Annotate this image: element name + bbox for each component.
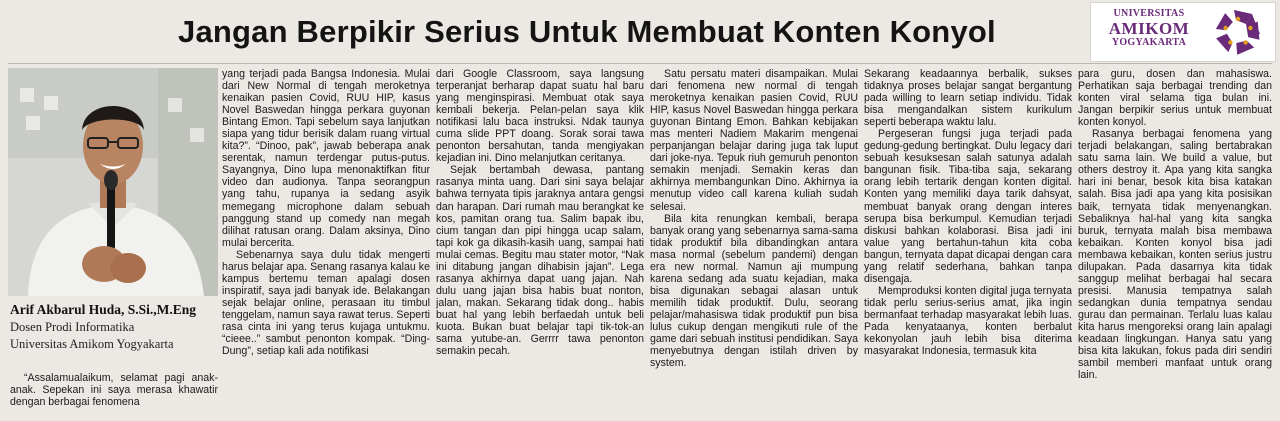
author-institution: Universitas Amikom Yogyakarta: [10, 337, 174, 351]
author-role: Dosen Prodi Informatika: [10, 320, 135, 334]
paragraph: yang terjadi pada Bangsa Indonesia. Mulai dari New Normal di tengah meroketnya kenaikan pasien Covid, RUU HIP, kasus Novel Baswedan hingga perkara guyonan Bintang Emon. Tapi sebelum saya lanjutkan siapa yang tidur berisik dalam ruang virtual kita?”. “Dinoo, pak”, jawab beberapa anak serentak, namun terdengar putus-putus. Sayangnya, Dino lupa menonaktifkan fitur video dan audionya. Tanpa seorangpun yang tahu, rupanya ia sedang asyik memegang microphone dalam sebuah panggung stand up comedy nan megah dilihat ratusan orang. Dalam aksinya, Dino mulai bercerita.: [222, 68, 430, 249]
paragraph: Sekarang keadaannya berbalik, sukses tidaknya proses belajar sangat bergantung pada willing to learn setiap individu. Tidak bisa mengandalkan sistem kurikulum seperti beberapa waktu lalu.: [864, 68, 1072, 129]
author-name: Arif Akbarul Huda, S.Si.,M.Eng: [10, 302, 197, 317]
article-column-0: [10, 372, 218, 418]
paragraph: para guru, dosen dan mahasiswa. Perhatikan saja berbagai trending dan konten viral selama tiga bulan ini. Jangan berpikir serius untuk membuat konten konyol.: [1078, 68, 1272, 129]
paragraph: Pergeseran fungsi juga terjadi pada gedung-gedung bertingkat. Dulu legacy dari sebuah kesuksesan salah satunya adalah bangunan fisik. Tiba-tiba saja, sekarang orang lebih tertarik dengan konten digital. Konten yang memiliki daya tarik dahsyat, membuat banyak orang dengan interes serupa bisa berkumpul. Kemudian terjadi diskusi bahkan kolaborasi. Bisa jadi ini value yang bertahun-tahun kita coba bangun, ternyata dapat dicapai dengan cara yang relatif sederhana, bahkan tanpa disengaja.: [864, 128, 1072, 285]
article-column-3: [650, 68, 858, 418]
paragraph: “Assalamualaikum, selamat pagi anak-anak. Sepekan ini saya merasa khawatir dengan berbagai fenomena: [10, 372, 218, 409]
paragraph: Memproduksi konten digital juga ternyata tidak perlu serius-serius amat, jika ingin bermanfaat terhadap masyarakat lebih luas. Pada kenyataanya, konten berbalut kekonyolan jauh lebih bisa diterima masyarakat Indonesia, termasuk kita: [864, 284, 1072, 358]
paragraph: Satu persatu materi disampaikan. Mulai dari fenomena new normal di tengah meroketnya kenaikan pasien Covid, RUU HIP, kasus Novel Baswedan hingga perkara guyonan Bintang Emon. Bahkan kebijakan mas menteri Nadiem Makarim mengenai perpanjangan belajar daring juga tak luput dari joke-nya. Tepuk riuh gemuruh penonton semakin menjadi. Semakin keras dan akhirnya membangunkan Dino. Akhirnya ia menutup video call karena kuliah sudah selesai.: [650, 68, 858, 213]
university-logo: [1090, 2, 1276, 62]
header-divider: [8, 63, 1272, 64]
logo-line-2: AMIKOM: [1108, 19, 1190, 38]
article-column-5: [1078, 68, 1272, 418]
paragraph: Rasanya berbagai fenomena yang terjadi belakangan, saling bertabrakan satu sama lain. We build a value, but others destroy it. Apa yang kita sangka hari ini benar, besok kita bisa katakan salah. Bisa jadi apa yang kita posisikan baik, ternyata tidak menyenangkan. Sebaliknya hal-hal yang kita sangka buruk, ternyata malah bisa membawa kebaikan. Konten konyol bisa jadi membawa kebaikan, konten serius justru dilupakan. Pada dasarnya kita tidak sanggup melihat berbagai hal secara presisi. Manusia tempatnya salah sedangkan dunia tempatnya sendau gurau dan permainan. Terlalu luas kalau kita harus mengoreksi orang lain apalagi keadaan lingkungan. Hanya satu yang bisa kita lakukan, fokus pada diri sendiri sambil memberi manfaat untuk orang lain.: [1078, 128, 1272, 382]
headline: Jangan Berpikir Serius Untuk Membuat Konten Konyol: [178, 14, 996, 49]
paragraph: Sebenarnya saya dulu tidak mengerti harus belajar apa. Senang rasanya kalau ke kampus bertemu teman apalagi dosen inspiratif, saya jadi banyak ide. Belakangan sejak belajar online, perasaan itu timbul tenggelam, namun saya rawat terus. Seperti rasa cinta ini yang terus kujaga untukmu. “cieee..” sambut penonton kompak. “Ding-Dung”, setiap kali ada notifikasi: [222, 248, 430, 358]
author-byline: [10, 302, 218, 352]
paragraph: Sejak bertambah dewasa, pantang rasanya minta uang. Dari sini saya belajar bahwa ternyata tipis jaraknya antara gengsi dan harapan. Dari rumah mau berangkat ke kos, pamitan orang tua. Salim bapak ibu, cium tangan dan pipi hingga ucap salam, tapi kok ga dikasih-kasih uang, sampai hati mulai cemas. Begitu mau stater motor, “Nak ini ditabung jangan dihabisin jajan”. Lega rasanya akhirnya dapat uang jajan. Nah dulu uang jajan bisa habis buat nonton, jalan, makan. Sekarang tidak dong.. habis buat hal yang lebih berfaedah untuk beli kuota. Bukan buat belajar tapi tik-tok-an sama yutube-an. Gerrrr tawa penonton semakin pecah.: [436, 164, 644, 358]
article-column-2: [436, 68, 644, 418]
paragraph: Bila kita renungkan kembali, berapa banyak orang yang sebenarnya sama-sama tidak produktif bila dibandingkan antara masa normal (sebelum pandemi) dengan era new normal. Namun aji mumpung karena sedang ada suatu kejadian, maka bisa digunakan sebagai alasan untuk memilih tidak produktif. Dulu, seorang pelajar/mahasiswa tidak produktif pun bisa lulus cukup dengan mengikuti rule of the game dari sebuah institusi pendidikan. Saya menyebutnya dengan istilah driven by system.: [650, 212, 858, 370]
paragraph: dari Google Classroom, saya langsung terperanjat berharap dapat suatu hal baru yang menginspirasi. Membuat otak saya kembali bekerja. Pelan-pelan saya klik notifikasi lalu baca instruksi. Ndak taunya cuma slide PPT doang. Sorak sorai tawa penonton bersahutan, tanda mengiyakan kejadian ini. Dino melanjutkan ceritanya.: [436, 68, 644, 165]
logo-line-1: UNIVERSITAS: [1113, 8, 1185, 19]
logo-wordmark: [1099, 9, 1199, 48]
amikom-emblem-icon: [1209, 5, 1267, 59]
article-column-4: [864, 68, 1072, 418]
article-column-1: [222, 68, 430, 418]
logo-line-3: YOGYAKARTA: [1111, 37, 1187, 48]
author-photo: [8, 68, 218, 296]
author-portrait-illustration: [8, 68, 218, 296]
